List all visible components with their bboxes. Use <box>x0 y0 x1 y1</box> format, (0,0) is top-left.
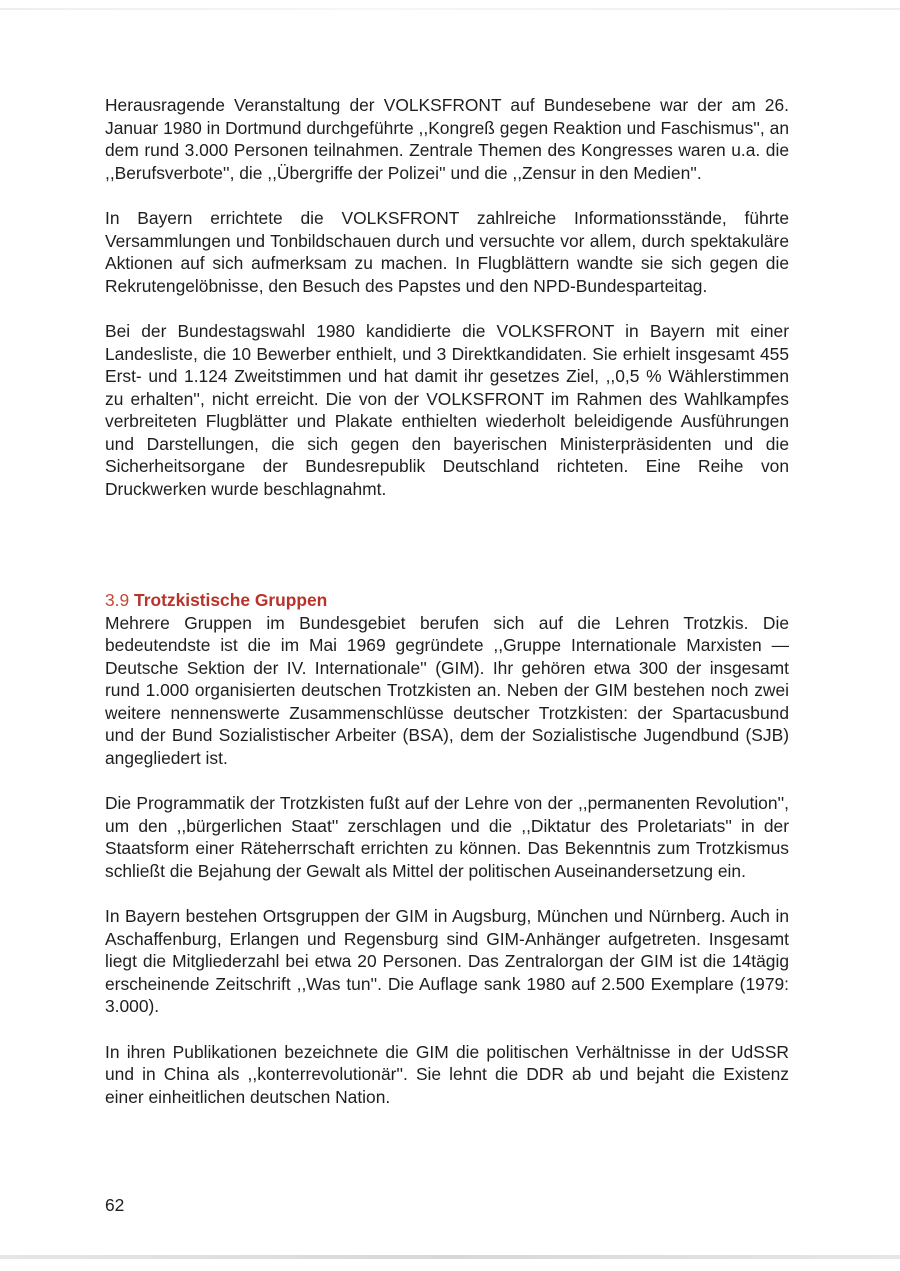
paragraph-gap <box>105 1018 789 1041</box>
paragraph-gap <box>105 882 789 905</box>
paragraph-publikationen: In ihren Publikationen bezeichnete die GIM die politischen Verhältnisse in der UdSSR und in China als ,,konterrevolutionär''. Sie lehnt die DDR ab und bejaht die Existenz einer einheitlichen deutschen Nation. <box>105 1041 789 1107</box>
page-number: 62 <box>105 1195 125 1215</box>
paragraph-gim-bayern: In Bayern bestehen Ortsgruppen der GIM in Augsburg, München und Nürnberg. Auch in Aschaffenburg, Erlangen und Regensburg sind GIM-Anhänger aufgetreten. Insgesamt liegt die Mitgliederzahl bei etwa 20 Personen. Das Zentralorgan der GIM ist die 14tägig erscheinende Zeitschrift ,,Was tun''. Die Auflage sank 1980 auf 2.500 Exemplare (1979: 3.000). <box>105 906 789 1016</box>
section-title: Trotzkistische Gruppen <box>134 590 328 610</box>
section-number: 3.9 <box>105 590 130 610</box>
paragraph-gap <box>105 297 789 320</box>
paragraph-programmatik: Die Programmatik der Trotzkisten fußt auf der Lehre von der ,,permanenten Revolution'', um den ,,bürgerlichen Staat'' zerschlagen und die ,,Diktatur des Proletariats'' in der Staatsform einer Räteherrschaft errichten zu können. Das Bekenntnis zum Trotzkismus schließt die Bejahung der Gewalt als Mittel der politischen Auseinandersetzung ein. <box>105 793 789 881</box>
paragraph-bundestagswahl: Bei der Bundestagswahl 1980 kandidierte die VOLKSFRONT in Bayern mit einer Landesliste, die 10 Bewerber enthielt, und 3 Direktkandidaten. Sie erhielt insgesamt 455 Erst- und 1.124 Zweitstimmen und hat damit ihr gesetzes Ziel, ,,0,5 % Wählerstimmen zu erhalten'', nicht erreicht. Die von der VOLKSFRONT im Rahmen des Wahlkampfes verbreiteten Flugblätter und Plakate enthielten wiederholt beleidigende Ausführungen und Darstellungen, die sich gegen den bayerischen Ministerpräsidenten und die Sicherheitsorgane der Bundesrepublik Deutschland richteten. Eine Reihe von Druckwerken wurde beschlagnahmt. <box>105 321 789 499</box>
page-bottom-edge <box>0 1255 900 1259</box>
page-top-edge <box>0 8 900 10</box>
page-content <box>105 94 789 1108</box>
section-gap <box>105 500 789 589</box>
paragraph-gap <box>105 184 789 207</box>
paragraph-trotzkisten-gruppen: Mehrere Gruppen im Bundesgebiet berufen sich auf die Lehren Trotzkis. Die bedeutendste ist die im Mai 1969 gegründete ,,Gruppe Internationale Marxisten — Deutsche Sektion der IV. Internationale'' (GIM). Ihr gehören etwa 300 der insgesamt rund 1.000 organisierten deutschen Trotzkisten an. Neben der GIM bestehen noch zwei weitere nennenswerte Zusammenschlüsse deutscher Trotzkisten: der Spartacusbund und der Bund Sozialistischer Arbeiter (BSA), dem der Sozialistische Jugendbund (SJB) angegliedert ist. <box>105 612 789 768</box>
paragraph-gap <box>105 769 789 792</box>
paragraph-volksfront-bayern: In Bayern errichtete die VOLKSFRONT zahlreiche Informationsstände, führte Versammlungen und Tonbildschauen durch und versuchte vor allem, durch spektakuläre Aktionen auf sich aufmerksam zu machen. In Flugblättern wandte sie sich gegen die Rekrutengelöbnisse, den Besuch des Papstes und den NPD-Bundesparteitag. <box>105 208 789 296</box>
section-heading <box>105 589 789 612</box>
paragraph-volksfront-kongress: Herausragende Veranstaltung der VOLKSFRONT auf Bundesebene war der am 26. Januar 1980 in Dortmund durchgeführte ,,Kongreß gegen Reaktion und Faschismus'', an dem rund 3.000 Personen teilnahmen. Zentrale Themen des Kongresses waren u.a. die ,,Berufsverbote'', die ,,Übergriffe der Polizei'' und die ,,Zensur in den Medien''. <box>105 95 789 183</box>
